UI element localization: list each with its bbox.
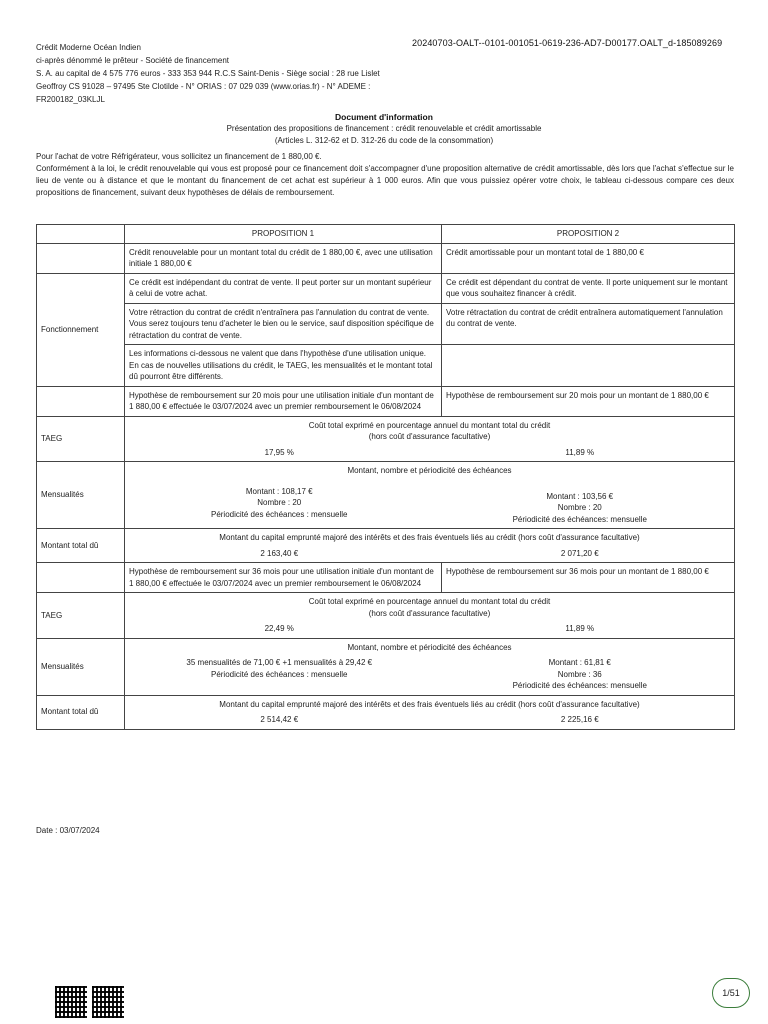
taeg-cell-20 — [125, 416, 735, 462]
document-title: Document d'information — [335, 112, 433, 122]
document-legal-ref: (Articles L. 312-62 et D. 312-26 du code de la consommation) — [274, 136, 494, 145]
issuer-line: Geoffroy CS 91028 – 97495 Ste Clotilde - N° ORIAS : 07 029 039 (www.orias.fr) - N° ADEME : — [36, 82, 371, 91]
intro-paragraph: Pour l'achat de votre Réfrigérateur, vous sollicitez un financement de 1 880,00 €. — [36, 152, 322, 161]
p1-fonctionnement-1: Ce crédit est indépendant du contrat de vente. Il peut porter sur un montant supérieur à celui de votre achat. — [125, 273, 442, 303]
p1-credit-type: Crédit renouvelable pour un montant total du crédit de 1 880,00 €, avec une utilisation initiale 1 880,00 € — [125, 243, 442, 273]
p1-total-36: 2 514,42 € — [260, 715, 299, 724]
p2-periodicity: Périodicité des échéances: mensuelle — [512, 681, 647, 690]
intro-paragraph: Conformément à la loi, le crédit renouvelable qui vous est proposé pour ce financement doit s'accompagner d'une proposition alternative de crédit amortissable, dès lors que l'achat s'effectue sur le lieu de vente ou à distance et que le montant du financement de cet achat est supérieur à 1 000 euros. Afin que vous puissiez opérer votre choix, le tableau ci-dessous compare ces deux propositions de financement, suivant deux hypothèses de délais de remboursement. — [36, 164, 734, 197]
p2-periodicity: Périodicité des échéances: mensuelle — [512, 514, 647, 524]
qr-code-icon — [55, 986, 87, 1018]
total-cell-20 — [125, 529, 735, 563]
table-row — [37, 563, 735, 593]
taeg-values — [129, 623, 730, 635]
row-label-taeg: TAEG — [37, 593, 125, 639]
title-block — [0, 111, 768, 147]
row-label-total: Montant total dû — [37, 529, 125, 563]
header-proposition-1: PROPOSITION 1 — [125, 225, 442, 244]
p2-fonctionnement-3 — [442, 345, 735, 387]
p1-fonctionnement-3: Les informations ci-dessous ne valent que dans l'hypothèse d'une utilisation unique. En cas de nouvelles utilisations du crédit, le TAEG, les mensualités et le montant total dû pourront être différents. — [125, 345, 442, 387]
empty-cell — [37, 386, 125, 416]
p2-hypothesis-20: Hypothèse de remboursement sur 20 mois pour un montant de 1 880,00 € — [442, 386, 735, 416]
row-label-fonctionnement: Fonctionnement — [37, 273, 125, 386]
taeg-description-note: (hors coût d'assurance facultative) — [368, 608, 491, 618]
p1-mensualites-20 — [129, 486, 430, 521]
document-date: Date : 03/07/2024 — [36, 826, 100, 835]
p1-amount: Montant : 108,17 € — [245, 486, 313, 496]
table-row — [37, 529, 735, 563]
table-row — [37, 416, 735, 462]
mensualites-values — [129, 657, 730, 692]
p1-fonctionnement-2: Votre rétraction du contrat de crédit n'entraînera pas l'annulation du contrat de vente. Vous serez toujours tenu d'acheter le bien ou le service, sauf disposition spécifique de rétractation du contrat de vente. — [125, 303, 442, 345]
issuer-line: ci-après dénommé le prêteur - Société de financement — [36, 56, 229, 65]
p1-periodicity: Périodicité des échéances : mensuelle — [210, 669, 348, 679]
document-reference: 20240703-OALT--0101-001051-0619-236-AD7-D00177.OALT_d-185089269 — [412, 38, 723, 48]
issuer-line: Crédit Moderne Océan Indien — [36, 43, 141, 52]
p2-total-20: 2 071,20 € — [560, 548, 599, 558]
total-values — [129, 714, 730, 726]
p1-taeg-20: 17,95 % — [264, 447, 294, 457]
row-label-total: Montant total dû — [37, 695, 125, 729]
p2-count: Nombre : 36 — [557, 669, 602, 679]
total-description: Montant du capital emprunté majoré des intérêts et des frais éventuels liés au crédit (hors coût d'assurance facultative) — [219, 699, 640, 709]
p1-hypothesis-36: Hypothèse de remboursement sur 36 mois pour une utilisation initiale d'un montant de 1 880,00 € effectuée le 03/07/2024 avec un premier remboursement le 06/08/2024 — [125, 563, 442, 593]
p2-fonctionnement-1: Ce crédit est dépendant du contrat de vente. Il porte uniquement sur le montant que vous souhaitez financer à crédit. — [442, 273, 735, 303]
p2-total-36: 2 225,16 € — [560, 715, 599, 724]
table-row — [37, 386, 735, 416]
p1-count: Nombre : 20 — [257, 498, 302, 507]
taeg-values — [129, 447, 730, 459]
p1-amount: 35 mensualités de 71,00 € +1 mensualités à 29,42 € — [186, 658, 373, 667]
issuer-line: S. A. au capital de 4 575 776 euros - 333 353 944 R.C.S Saint-Denis - Siège social : 28 rue Lislet — [36, 69, 380, 78]
document-subtitle: Présentation des propositions de financement : crédit renouvelable et crédit amortissable — [226, 124, 542, 133]
table-header-row — [37, 225, 735, 244]
p1-periodicity: Périodicité des échéances : mensuelle — [210, 509, 348, 519]
p2-mensualites-20 — [430, 481, 731, 526]
empty-cell — [37, 225, 125, 244]
issuer-block — [36, 41, 416, 106]
table-row — [37, 593, 735, 639]
total-cell-36 — [125, 695, 735, 729]
p2-taeg-20: 11,89 % — [565, 447, 595, 457]
empty-cell — [37, 243, 125, 273]
mensualites-description: Montant, nombre et périodicité des échéances — [347, 642, 512, 652]
p2-credit-type: Crédit amortissable pour un montant total de 1 880,00 € — [442, 243, 735, 273]
taeg-description: Coût total exprimé en pourcentage annuel du montant total du crédit — [308, 420, 551, 430]
taeg-description: Coût total exprimé en pourcentage annuel du montant total du crédit — [308, 597, 551, 606]
taeg-description-note: (hors coût d'assurance facultative) — [368, 432, 491, 441]
p1-mensualites-36 — [129, 657, 430, 692]
total-description: Montant du capital emprunté majoré des intérêts et des frais éventuels liés au crédit (hors coût d'assurance facultative) — [219, 533, 640, 542]
p2-hypothesis-36: Hypothèse de remboursement sur 36 mois pour un montant de 1 880,00 € — [442, 563, 735, 593]
mensualites-description: Montant, nombre et périodicité des échéances — [347, 466, 512, 475]
table-row — [37, 243, 735, 273]
p2-amount: Montant : 103,56 € — [546, 491, 614, 501]
table-row — [37, 345, 735, 387]
comparison-table — [36, 224, 735, 730]
page-indicator: 1/51 — [712, 978, 750, 1008]
p1-hypothesis-20: Hypothèse de remboursement sur 20 mois pour une utilisation initiale d'un montant de 1 880,00 € effectuée le 03/07/2024 avec un premier remboursement le 06/08/2024 — [125, 386, 442, 416]
row-label-mensualites: Mensualités — [37, 462, 125, 529]
issuer-line: FR200182_03KLJL — [36, 95, 105, 104]
p2-amount: Montant : 61,81 € — [548, 658, 611, 667]
p2-mensualites-36 — [430, 657, 731, 692]
p1-total-20: 2 163,40 € — [260, 548, 299, 558]
table-row — [37, 273, 735, 303]
mensualites-values — [129, 481, 730, 526]
intro-text — [36, 151, 734, 199]
table-row — [37, 303, 735, 345]
taeg-cell-36 — [125, 593, 735, 639]
mensualites-cell-36 — [125, 638, 735, 695]
table-row — [37, 638, 735, 695]
table-row — [37, 462, 735, 529]
row-label-mensualites: Mensualités — [37, 638, 125, 695]
empty-cell — [37, 563, 125, 593]
p2-taeg-36: 11,89 % — [565, 624, 595, 633]
total-values — [129, 548, 730, 560]
row-label-taeg: TAEG — [37, 416, 125, 462]
mensualites-cell-20 — [125, 462, 735, 529]
p2-fonctionnement-2: Votre rétractation du contrat de crédit entraînera automatiquement l'annulation du contrat de vente. — [442, 303, 735, 345]
table-row — [37, 695, 735, 729]
qr-code-icon — [92, 986, 124, 1018]
p1-taeg-36: 22,49 % — [264, 624, 294, 633]
header-proposition-2: PROPOSITION 2 — [442, 225, 735, 244]
p2-count: Nombre : 20 — [557, 503, 602, 512]
